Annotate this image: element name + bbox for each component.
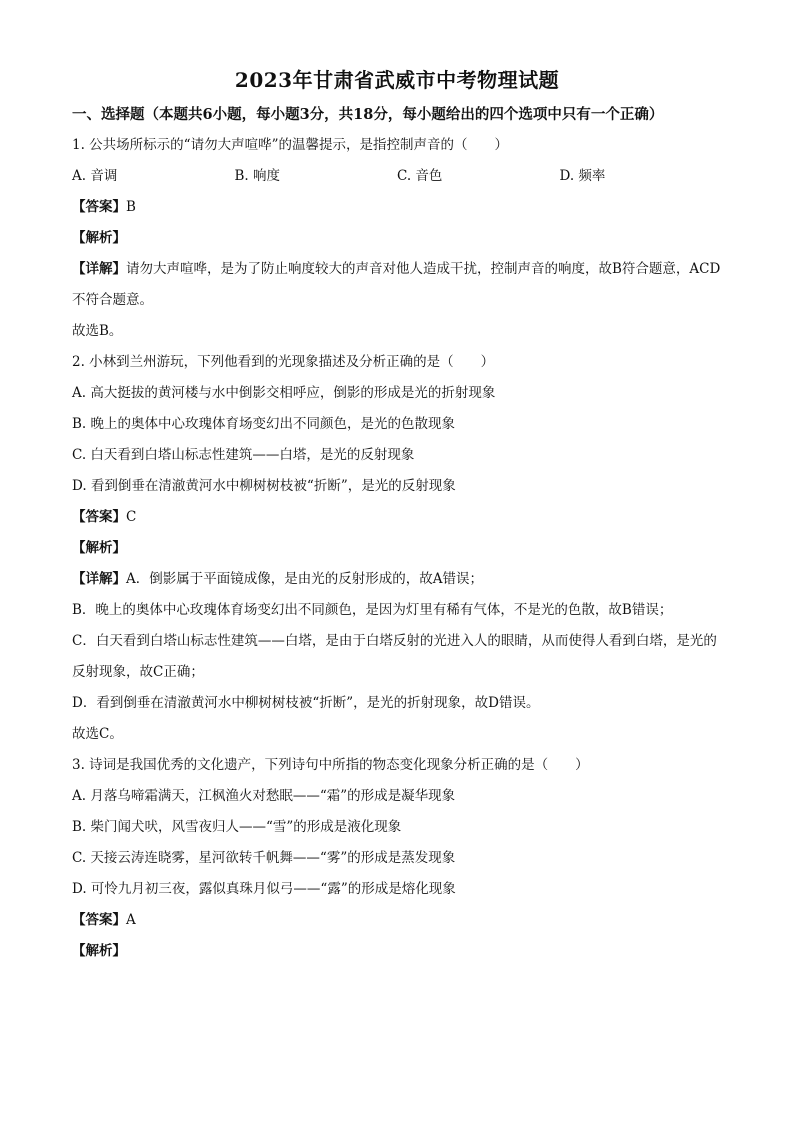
option-c: C. 音色 [397, 168, 443, 184]
detail-tag: 【详解】 [72, 261, 126, 277]
detail-paragraph: C．白天看到白塔山标志性建筑——白塔，是由于白塔反射的光进入人的眼睛，从而使得人看到白塔，是光的反射现象，故C正确； [72, 633, 717, 680]
conclusion-line: 故选C。 [72, 726, 123, 742]
analysis-line [72, 223, 722, 254]
option-b: B. 响度 [234, 168, 281, 184]
question-2 [72, 347, 722, 750]
option-d: D. 频率 [559, 168, 606, 184]
detail-tag: 【详解】 [72, 571, 126, 587]
detail-paragraph [72, 254, 722, 316]
option-d: D. 可怜九月初三夜，露似真珠月似弓——“露”的形成是熔化现象 [72, 881, 456, 897]
answer-value: A [126, 912, 136, 928]
question-3 [72, 750, 722, 967]
option-a: A. 月落乌啼霜满天，江枫渔火对愁眠——“霜”的形成是凝华现象 [72, 788, 456, 804]
option-d: D. 看到倒垂在清澈黄河水中柳树树枝被“折断”，是光的反射现象 [72, 478, 456, 494]
option-row [72, 161, 722, 192]
answer-tag: 【答案】 [72, 199, 126, 215]
answer-value: C [126, 509, 137, 525]
analysis-line [72, 533, 722, 564]
question-stem: 3. 诗词是我国优秀的文化遗产，下列诗句中所指的物态变化现象分析正确的是（ ） [72, 757, 589, 773]
option-a: A. 音调 [72, 168, 118, 184]
option-b: B. 柴门闻犬吠，风雪夜归人——“雪”的形成是液化现象 [72, 819, 402, 835]
analysis-tag: 【解析】 [72, 540, 126, 556]
detail-line [72, 564, 722, 595]
answer-line [72, 502, 722, 533]
option-a: A. 高大挺拔的黄河楼与水中倒影交相呼应，倒影的形成是光的折射现象 [72, 385, 496, 401]
question-1 [72, 130, 722, 347]
answer-line [72, 905, 722, 936]
answer-tag: 【答案】 [72, 509, 126, 525]
page-title: 2023年甘肃省武威市中考物理试题 [234, 68, 560, 92]
question-stem: 2. 小林到兰州游玩，下列他看到的光现象描述及分析正确的是（ ） [72, 354, 495, 370]
detail-text: 请勿大声喧哗，是为了防止响度较大的声音对他人造成干扰，控制声音的响度，故B符合题意，ACD不符合题意。 [72, 261, 721, 308]
detail-text: A．倒影属于平面镜成像，是由光的反射形成的，故A错误； [126, 571, 483, 587]
answer-line [72, 192, 722, 223]
conclusion-line: 故选B。 [72, 323, 123, 339]
option-c: C. 白天看到白塔山标志性建筑——白塔，是光的反射现象 [72, 447, 415, 463]
option-b: B. 晚上的奥体中心玫瑰体育场变幻出不同颜色，是光的色散现象 [72, 416, 456, 432]
question-stem: 1. 公共场所标示的“请勿大声喧哗”的温馨提示，是指控制声音的（ ） [72, 137, 508, 153]
analysis-line [72, 936, 722, 967]
answer-value: B [126, 199, 136, 215]
section-heading: 一、选择题（本题共6小题，每小题3分，共18分，每小题给出的四个选项中只有一个正确） [72, 106, 664, 123]
detail-line: B．晚上的奥体中心玫瑰体育场变幻出不同颜色，是因为灯里有稀有气体，不是光的色散，故B错误； [72, 602, 673, 618]
detail-line: D．看到倒垂在清澈黄河水中柳树树枝被“折断”，是光的折射现象，故D错误。 [72, 695, 540, 711]
option-c: C. 天接云涛连晓雾，星河欲转千帆舞——“雾”的形成是蒸发现象 [72, 850, 456, 866]
analysis-tag: 【解析】 [72, 943, 126, 959]
analysis-tag: 【解析】 [72, 230, 126, 246]
answer-tag: 【答案】 [72, 912, 126, 928]
